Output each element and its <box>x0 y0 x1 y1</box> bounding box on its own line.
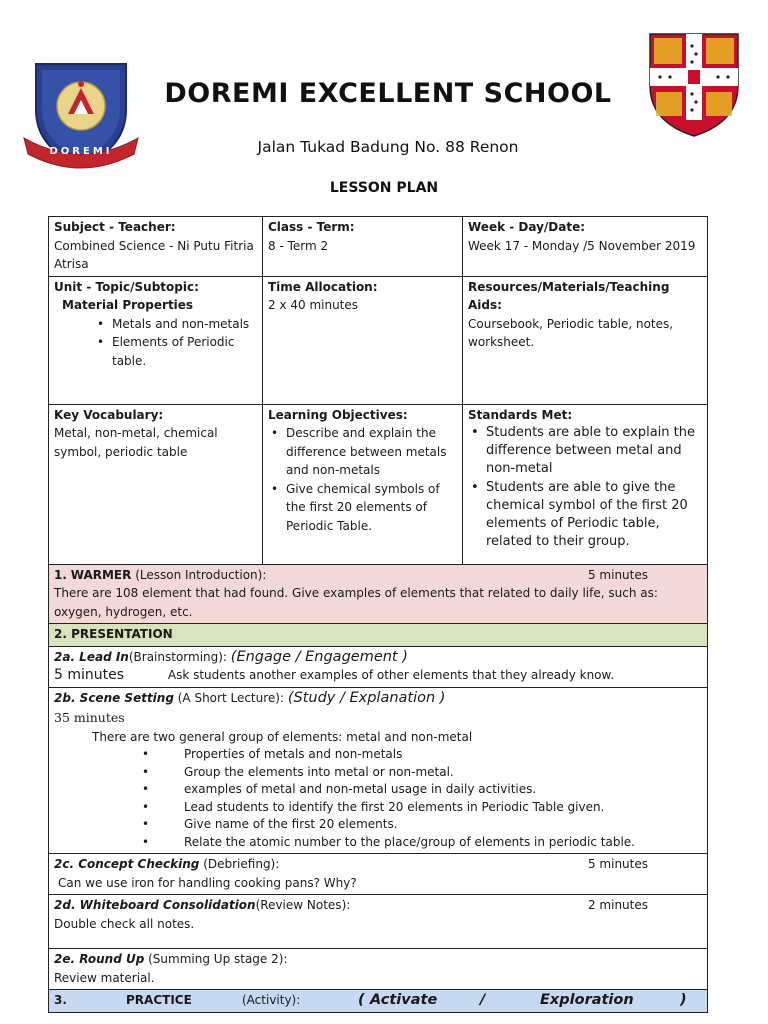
objective-item: • Give chemical symbols of the first 20 elements of Periodic Table. <box>268 480 457 536</box>
whiteboard-cell <box>49 895 708 949</box>
logo-text: DOREMI <box>49 146 113 157</box>
concept-checking-subtitle: (Debriefing): <box>199 857 280 871</box>
presentation-row <box>49 624 708 647</box>
unit-topic: Material Properties <box>62 298 194 312</box>
whiteboard-title: 2d. Whiteboard Consolidation <box>54 898 256 912</box>
scene-setting-item: • Properties of metals and non-metals <box>54 746 702 764</box>
resources-value: Coursebook, Periodic table, notes, worksheet. <box>468 316 674 349</box>
practice-stage-word2: Exploration <box>540 992 634 1008</box>
standard-item: • Students are able to explain the difference between metal and non-metal <box>468 424 702 479</box>
standards-label: Standards Met: <box>468 407 573 422</box>
subject-label: Subject - Teacher: <box>54 220 176 234</box>
practice-cell <box>49 990 708 1013</box>
practice-subtitle: (Activity): <box>242 993 301 1007</box>
warmer-subtitle: (Lesson Introduction): <box>135 567 267 582</box>
unit-cell <box>49 276 263 404</box>
resources-cell <box>463 276 708 404</box>
scene-setting-item: • Lead students to identify the first 20 elements in Periodic Table given. <box>54 799 702 817</box>
concept-checking-minutes: 5 minutes <box>587 857 648 871</box>
round-up-text: Review material. <box>54 970 155 985</box>
practice-stage-word1: Activate <box>370 992 438 1008</box>
warmer-row <box>49 564 708 624</box>
practice-stage-open: ( <box>358 992 365 1008</box>
practice-title: PRACTICE <box>126 993 192 1007</box>
time-value: 2 x 40 minutes <box>268 298 359 312</box>
practice-stage-close: ) <box>680 992 687 1008</box>
round-up-cell <box>49 949 708 990</box>
whiteboard-text: Double check all notes. <box>54 916 195 931</box>
lead-in-text: Ask students another examples of other elements that they already know. <box>167 668 615 682</box>
school-address: Jalan Tukad Badung No. 88 Renon <box>257 138 519 156</box>
scene-setting-stage: (Study / Explanation ) <box>287 689 446 706</box>
unit-label: Unit - Topic/Subtopic: <box>54 279 199 294</box>
standards-cell <box>463 404 708 564</box>
concept-checking-title: 2c. Concept Checking <box>54 857 200 871</box>
warmer-cell <box>49 564 708 624</box>
presentation-title: 2. PRESENTATION <box>54 627 173 641</box>
whiteboard-subtitle: (Review Notes): <box>255 898 351 912</box>
concept-checking-cell <box>49 854 708 895</box>
vocab-value: Metal, non-metal, chemical symbol, periodic table <box>54 426 218 459</box>
week-value: Week 17 - Monday /5 November 2019 <box>468 238 696 253</box>
lead-in-minutes: 5 minutes <box>54 667 125 683</box>
standard-item: • Students are able to give the chemical symbol of the first 20 elements of Periodic table, related to their group. <box>468 479 702 552</box>
warmer-minutes: 5 minutes <box>587 567 648 582</box>
scene-setting-row <box>49 687 708 854</box>
objectives-label: Learning Objectives: <box>268 407 408 422</box>
practice-stage-slash: / <box>480 992 486 1008</box>
whiteboard-row <box>49 895 708 949</box>
scene-setting-subtitle: (A Short Lecture): <box>173 690 288 705</box>
vocab-cell <box>49 404 263 564</box>
lead-in-subtitle: (Brainstorming): <box>128 649 231 664</box>
unit-item: • Elements of Periodic table. <box>94 333 257 370</box>
document-title: LESSON PLAN <box>329 180 439 196</box>
scene-setting-list <box>54 746 702 851</box>
week-cell <box>463 217 708 277</box>
scene-setting-item: • Group the elements into metal or non-metal. <box>54 764 702 782</box>
lead-in-title: 2a. Lead In <box>54 649 129 664</box>
round-up-row <box>49 949 708 990</box>
class-label: Class - Term: <box>268 220 355 234</box>
lead-in-stage: (Engage / Engagement ) <box>230 648 408 665</box>
scene-setting-intro: There are two general group of elements: metal and non-metal <box>92 729 473 744</box>
warmer-text: There are 108 element that had found. Give examples of elements that related to daily life, such as: oxygen, hydrogen, etc. <box>54 586 658 619</box>
subject-cell <box>49 217 263 277</box>
practice-row <box>49 990 708 1013</box>
scene-setting-title: 2b. Scene Setting <box>54 690 174 705</box>
class-value: 8 - Term 2 <box>268 238 329 253</box>
concept-checking-row <box>49 854 708 895</box>
vocab-label: Key Vocabulary: <box>54 407 164 422</box>
unit-items <box>54 315 257 371</box>
lead-in-row <box>49 646 708 687</box>
scene-setting-item: • Give name of the first 20 elements. <box>54 816 702 834</box>
resources-label: Resources/Materials/Teaching Aids: <box>468 279 670 312</box>
standards-list <box>468 424 702 551</box>
objective-item: • Describe and explain the difference between metals and non-metals <box>268 424 457 480</box>
scene-setting-item: • Relate the atomic number to the place/group of elements in periodic table. <box>54 834 702 852</box>
time-cell <box>263 276 463 404</box>
concept-checking-text: Can we use iron for handling cooking pans? Why? <box>58 875 357 890</box>
round-up-subtitle: (Summing Up stage 2): <box>144 952 288 966</box>
scene-setting-item: • examples of metal and non-metal usage in daily activities. <box>54 781 702 799</box>
practice-number: 3. <box>54 993 67 1007</box>
lesson-plan-table <box>48 216 708 1013</box>
time-label: Time Allocation: <box>268 279 378 294</box>
school-name: DOREMI EXCELLENT SCHOOL <box>164 78 612 109</box>
info-row-1 <box>49 217 708 277</box>
warmer-number: 1. <box>54 567 67 582</box>
info-row-2 <box>49 276 708 404</box>
presentation-cell <box>49 624 708 647</box>
scene-setting-minutes: 35 minutes <box>54 710 125 725</box>
whiteboard-minutes: 2 minutes <box>587 898 648 912</box>
round-up-title: 2e. Round Up <box>54 952 145 966</box>
unit-item: • Metals and non-metals <box>94 315 257 334</box>
class-cell <box>263 217 463 277</box>
subject-value: Combined Science - Ni Putu Fitria Atrisa <box>54 238 254 271</box>
objectives-cell <box>263 404 463 564</box>
warmer-title: WARMER <box>70 567 132 582</box>
info-row-3 <box>49 404 708 564</box>
scene-setting-cell <box>49 687 708 854</box>
objectives-list <box>268 424 457 535</box>
lead-in-cell <box>49 646 708 687</box>
week-label: Week - Day/Date: <box>468 220 586 234</box>
